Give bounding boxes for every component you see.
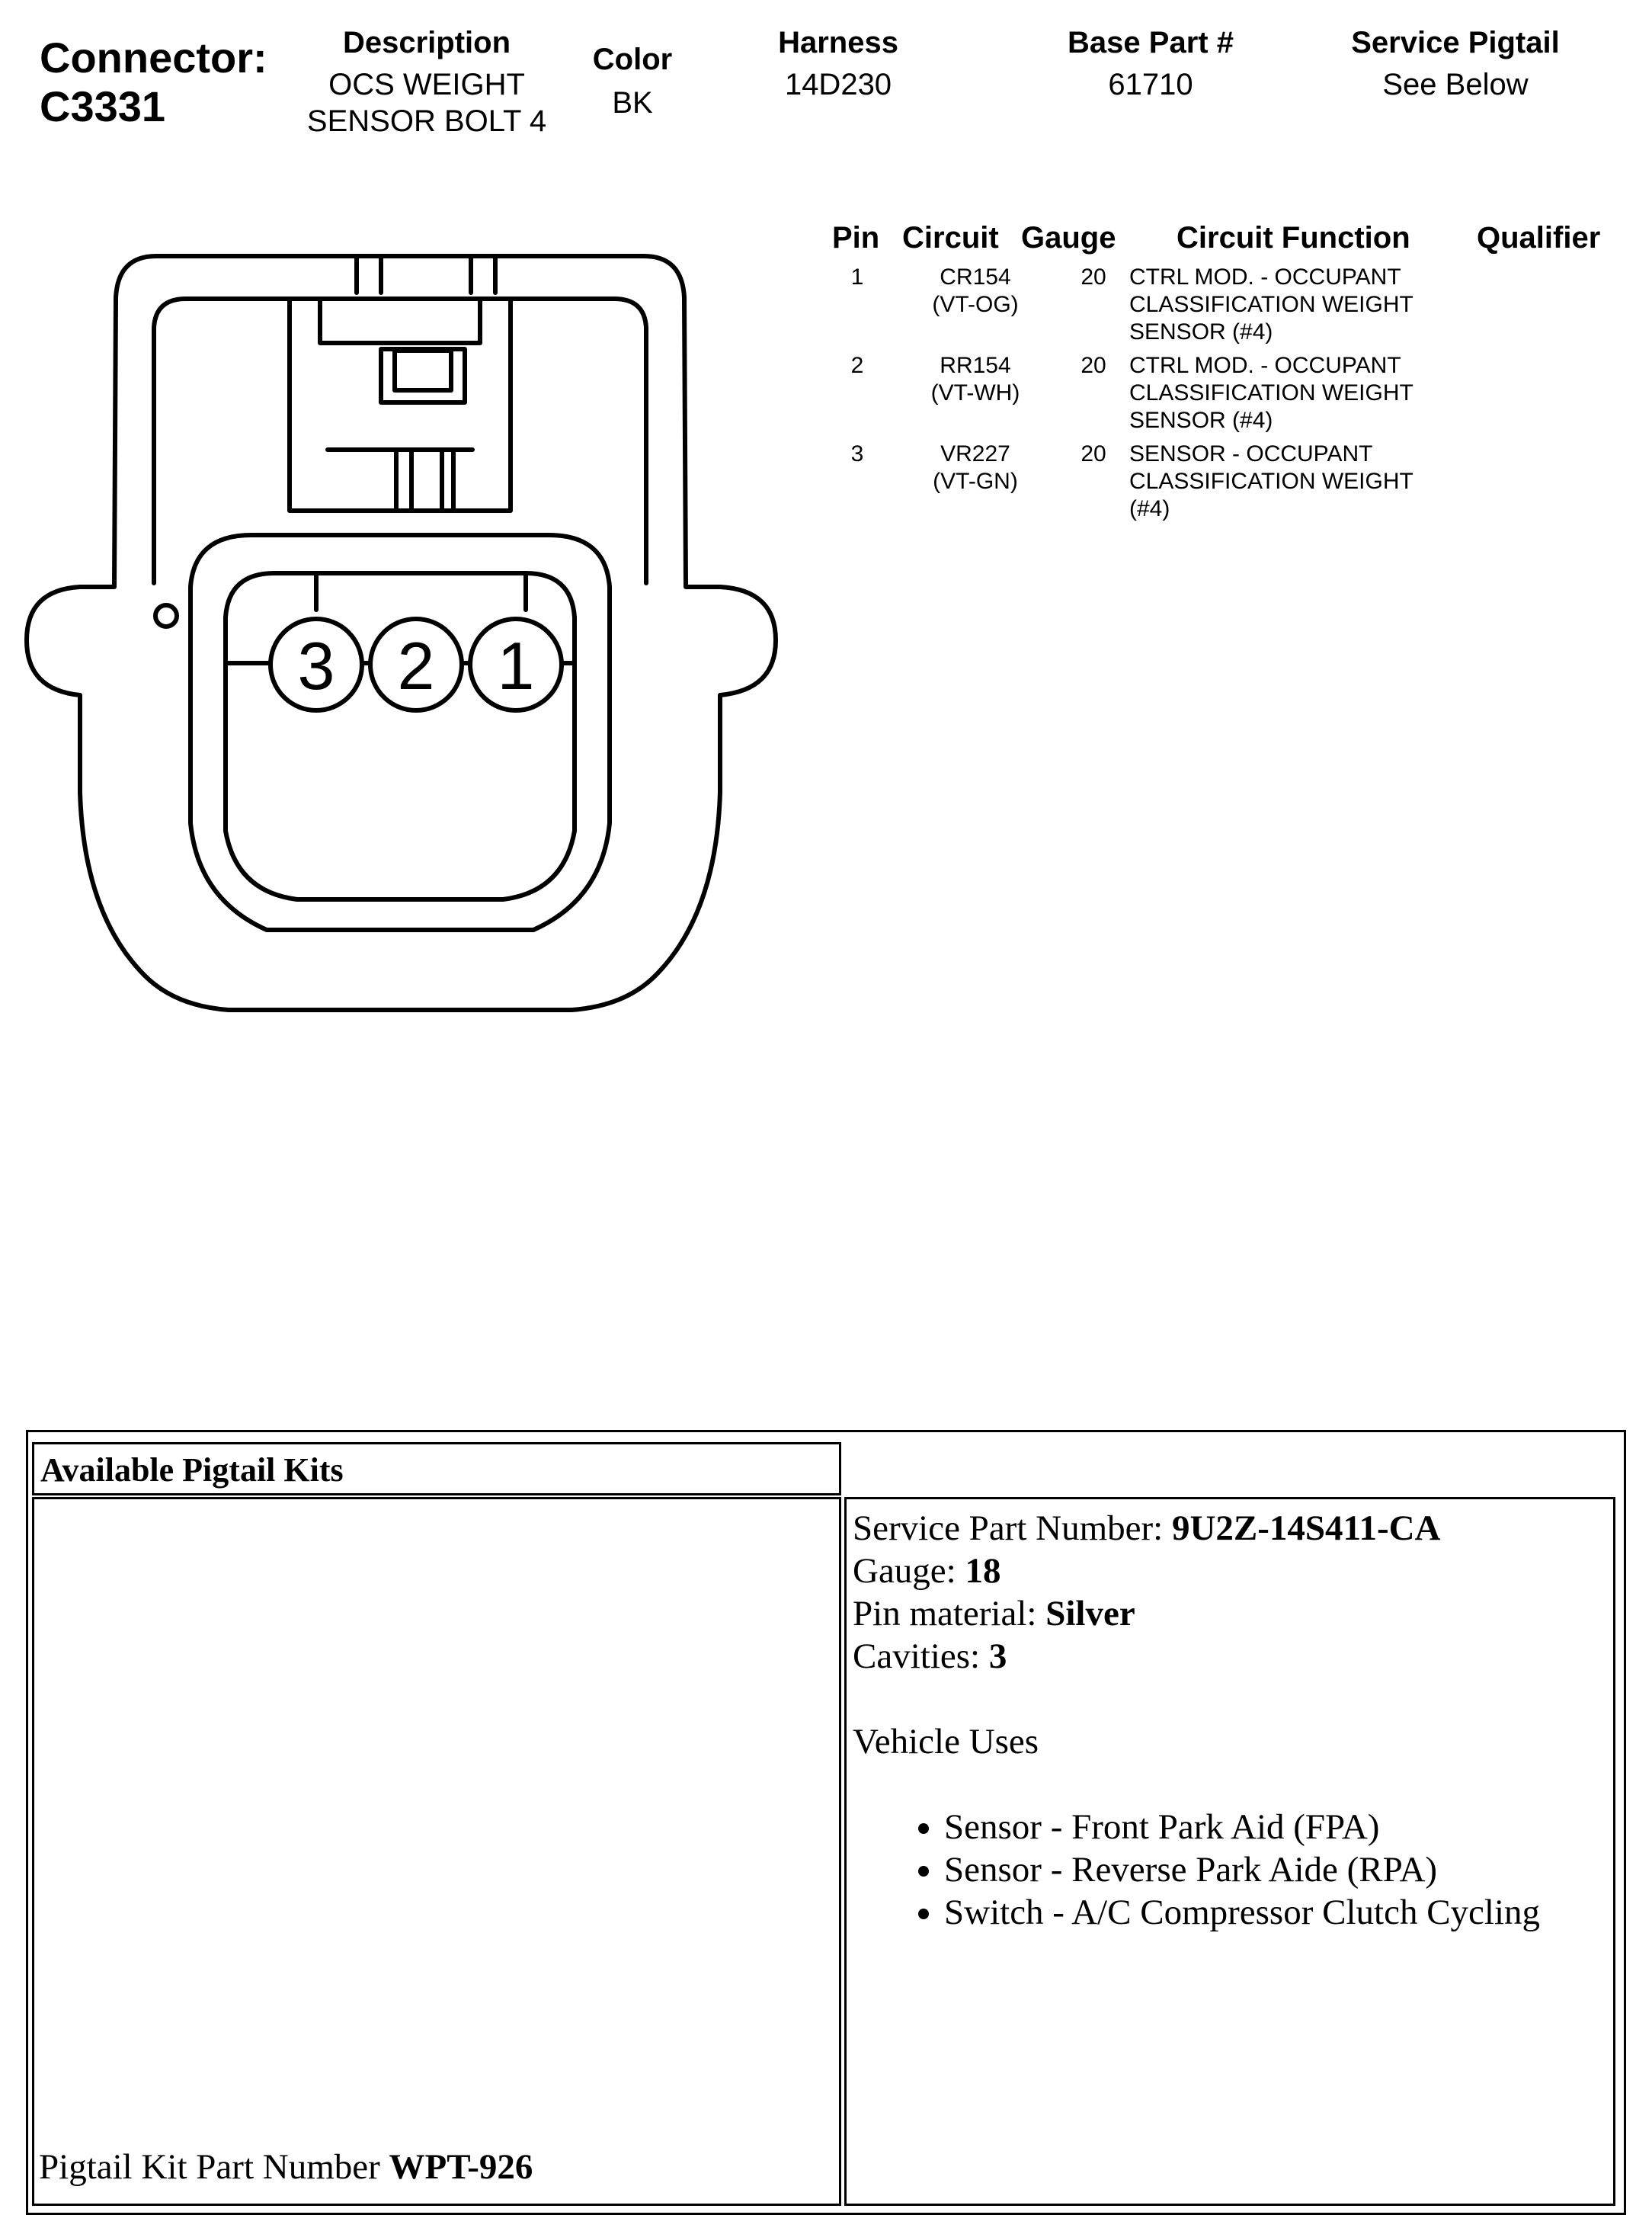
pin-number: 2 <box>850 353 864 378</box>
list-item: • Sensor - Reverse Park Aide (RPA) <box>944 1848 1613 1891</box>
gauge-value: 20 <box>1081 264 1106 290</box>
kit-part-value: WPT-926 <box>389 2147 533 2187</box>
function-line: SENSOR (#4) <box>1129 319 1273 345</box>
base-part-label: Base Part # <box>1068 26 1234 59</box>
circuit-code: RR154 <box>940 353 1011 378</box>
latch-rails <box>396 450 453 509</box>
list-item: • Sensor - Front Park Aid (FPA) <box>944 1806 1613 1848</box>
gauge-value: 20 <box>1081 441 1106 466</box>
harness-label: Harness <box>778 26 898 59</box>
connector-label: Connector: <box>40 34 267 82</box>
circuit-color: (VT-GN) <box>933 469 1018 494</box>
function-line: (#4) <box>1129 496 1170 521</box>
service-pigtail-column <box>1311 26 1600 103</box>
circuit-id <box>907 264 1044 319</box>
pigtail-kit-part-number <box>39 2146 533 2188</box>
color-value: BK <box>612 86 653 120</box>
kit-gauge-value: 18 <box>965 1551 1001 1591</box>
pigtail-kit-image-box <box>32 1497 841 2206</box>
pin-row-2 <box>823 352 1623 442</box>
vehicle-uses-label: Vehicle Uses <box>853 1722 1039 1761</box>
base-part-value: 61710 <box>1108 68 1193 101</box>
description-line1: OCS WEIGHT <box>328 68 525 101</box>
color-label: Color <box>592 43 673 76</box>
function-line: SENSOR - OCCUPANT <box>1129 441 1373 466</box>
circuit-function <box>1129 352 1480 434</box>
pin-label-3: 3 <box>297 628 335 704</box>
gauge-header: Gauge <box>1021 221 1116 255</box>
connector-face-diagram <box>0 0 808 1037</box>
latch-button <box>395 351 451 390</box>
circuit-function <box>1129 441 1480 523</box>
description-label: Description <box>342 26 511 59</box>
pin-header: Pin <box>832 221 880 255</box>
qualifier-header: Qualifier <box>1477 221 1601 255</box>
harness-value: 14D230 <box>784 68 892 101</box>
cavities-value: 3 <box>988 1636 1007 1676</box>
pin-number: 3 <box>850 441 864 466</box>
function-line: CLASSIFICATION WEIGHT <box>1129 469 1413 494</box>
function-line: CLASSIFICATION WEIGHT <box>1129 380 1413 405</box>
pin-material-value: Silver <box>1045 1594 1135 1633</box>
service-part-value: 9U2Z-14S411-CA <box>1171 1508 1441 1548</box>
circuit-code: VR227 <box>940 441 1010 466</box>
top-rib-right <box>471 256 495 293</box>
circuit-header: Circuit <box>902 221 999 255</box>
latch-frame-inner <box>320 299 480 343</box>
list-item: • Switch - A/C Compressor Clutch Cycling <box>944 1891 1613 1934</box>
circuit-function-header: Circuit Function <box>1177 221 1410 255</box>
pin-label-2: 2 <box>397 628 435 704</box>
kit-gauge: Gauge: 18 <box>853 1551 1001 1591</box>
circuit-code: CR154 <box>940 264 1011 290</box>
function-line: CTRL MOD. - OCCUPANT <box>1129 264 1401 290</box>
pigtail-kits-title-box <box>32 1442 841 1495</box>
description-line2: SENSOR BOLT 4 <box>306 104 547 138</box>
gauge-value: 20 <box>1081 353 1106 378</box>
function-line: CTRL MOD. - OCCUPANT <box>1129 353 1401 378</box>
circuit-id <box>907 441 1044 495</box>
pigtail-kit-details-box <box>844 1497 1615 2206</box>
top-rib-left <box>357 256 381 293</box>
service-part-number: Service Part Number: 9U2Z-14S411-CA <box>853 1508 1441 1548</box>
base-part-column <box>1021 26 1280 103</box>
kit-part-label: Pigtail Kit Part Number <box>39 2147 389 2187</box>
circuit-id <box>907 352 1044 407</box>
pin-row-1 <box>823 264 1623 354</box>
pin-number: 1 <box>850 264 864 290</box>
circuit-color: (VT-OG) <box>932 292 1019 317</box>
function-line: CLASSIFICATION WEIGHT <box>1129 292 1413 317</box>
pigtail-kits-title: Available Pigtail Kits <box>40 1451 344 1489</box>
service-pigtail-label: Service Pigtail <box>1351 26 1560 59</box>
pin-row-3 <box>823 441 1623 531</box>
circuit-function <box>1129 264 1480 346</box>
pin-material: Pin material: Silver <box>853 1594 1135 1633</box>
connector-id: C3331 <box>40 82 166 130</box>
polarity-notch <box>155 605 177 627</box>
mid-shell <box>190 535 610 930</box>
cavities: Cavities: 3 <box>853 1636 1007 1676</box>
pin-label-1: 1 <box>497 628 535 704</box>
function-line: SENSOR (#4) <box>1129 408 1273 433</box>
circuit-color: (VT-WH) <box>930 380 1020 405</box>
service-pigtail-value: See Below <box>1382 68 1529 101</box>
vehicle-uses-list <box>853 1806 1613 1934</box>
